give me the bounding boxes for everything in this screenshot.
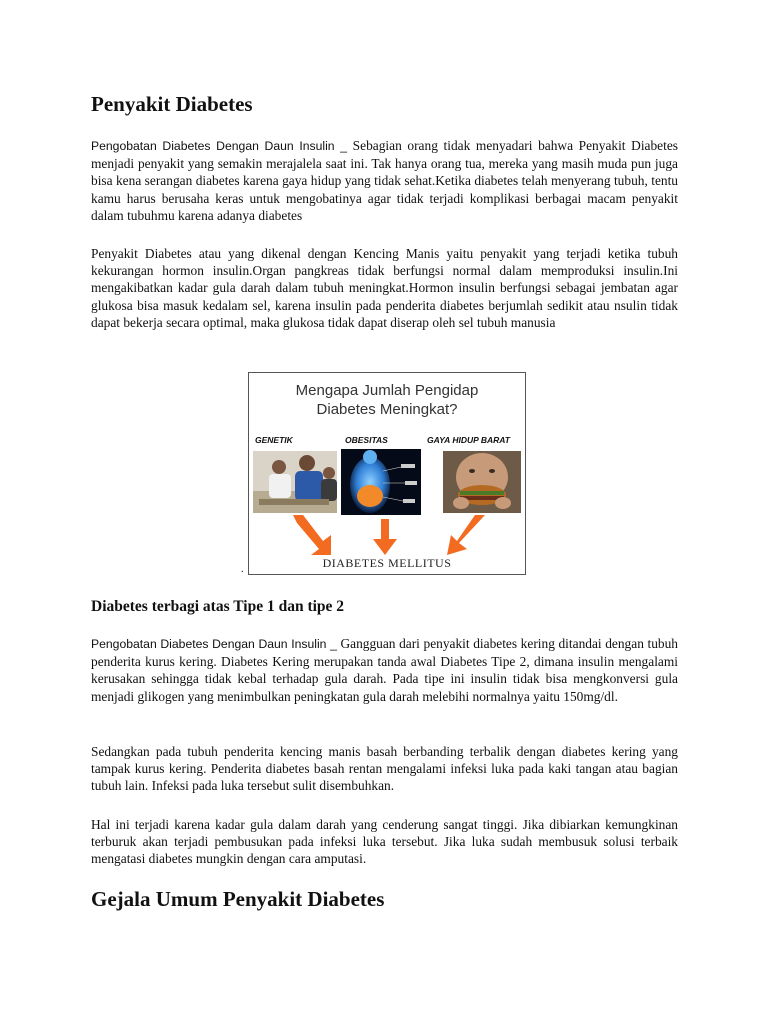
- genetik-photo: [253, 451, 337, 513]
- figure-title-line1: Mengapa Jumlah Pengidap: [295, 382, 479, 399]
- arrow-obesitas: [373, 519, 397, 555]
- intro-paragraph: [91, 137, 678, 224]
- diabetes-cause-figure: [248, 372, 526, 575]
- page-title: Penyakit Diabetes: [91, 92, 253, 116]
- result-diabetes-mellitus: DIABETES MELLITUS: [322, 556, 452, 570]
- arrow-gaya-hidup: [447, 515, 485, 555]
- obesitas-photo: [341, 449, 421, 515]
- intro-text: Sebagian orang tidak menyadari bahwa Penyakit Diabetes menjadi penyakit yang semakin merajalela saat ini. Tak hanya orang tua, mereka yang masih muda pun juga bisa kena serangan diabetes karena gaya hidup yang tidak sehat.Ketika diabetes telah menyerang tubuh, tentu kamu harus berusaha keras untuk mengobatinya agar tidak terjadi komplikasi berbagai macam penyakit dalam tubuhmu karena adanya diabetes: [91, 138, 679, 223]
- label-gaya-hidup: GAYA HIDUP BARAT: [427, 435, 510, 445]
- arrow-genetik: [293, 515, 331, 555]
- section-title-symptoms: Gejala Umum Penyakit Diabetes: [91, 887, 385, 911]
- definition-paragraph: Penyakit Diabetes atau yang dikenal dengan Kencing Manis yaitu penyakit yang terjadi ketika tubuh kekurangan hormon insulin.Organ pangkreas tidak berfungsi normal dalam memproduksi insulin.Ini mengakibatkan kadar gula darah dalam tubuh meningkat.Hormon insulin berfungsi sebagai jembatan agar glukosa bisa masuk kedalam sel, karena insulin pada penderita diabetes berjumlah sedikit atau nsulin tidak dapat bekerja secara optimal, maka glukosa tidak dapat diserap oleh sel tubuh manusia: [91, 246, 678, 330]
- figure-graphic: [249, 373, 525, 574]
- wet-diabetes-paragraph: Sedangkan pada tubuh penderita kencing manis basah berbanding terbalik dengan diabetes kering yang tampak kurus kering. Penderita diabetes basah rentan mengalami infeksi luka pada kaki tangan atau bagian tubuh lain. Infeksi pada luka tersebut sulit disembuhkan.: [91, 744, 678, 794]
- amputation-paragraph: Hal ini terjadi karena kadar gula dalam darah yang cenderung sangat tinggi. Jika dibiarkan kemungkinan terburuk akan terjadi pembusukan pada infeksi luka tersebut. Jika luka sudah membusuk solusi terbaik mengatasi diabetes mungkin dengan cara amputasi.: [91, 817, 678, 867]
- gaya-hidup-photo: [443, 451, 521, 513]
- label-genetik: GENETIK: [255, 435, 293, 445]
- section-title-types: Diabetes terbagi atas Tipe 1 dan tipe 2: [91, 598, 345, 615]
- types-link-text: Pengobatan Diabetes Dengan Daun Insulin _: [91, 637, 337, 651]
- intro-link-text: Pengobatan Diabetes Dengan Daun Insulin _: [91, 139, 348, 153]
- figure-caption-dot: .: [241, 564, 244, 575]
- figure-title-line2: Diabetes Meningkat?: [316, 401, 458, 418]
- types-text: Gangguan dari penyakit diabetes kering ditandai dengan tubuh penderita kurus kering. Diabetes Kering merupakan tanda awal Diabetes Tipe 2, dimana insulin mengalami kerusakan sehingga tidak kebal terhadap gula darah. Pada tipe ini insulin tidak bisa mengkonversi gula menjadi glikogen yang menimbulkan peningkatan gula darah melebihi normalnya yaitu 150mg/dl.: [91, 636, 678, 704]
- label-obesitas: OBESITAS: [345, 435, 388, 445]
- types-paragraph: [91, 635, 678, 705]
